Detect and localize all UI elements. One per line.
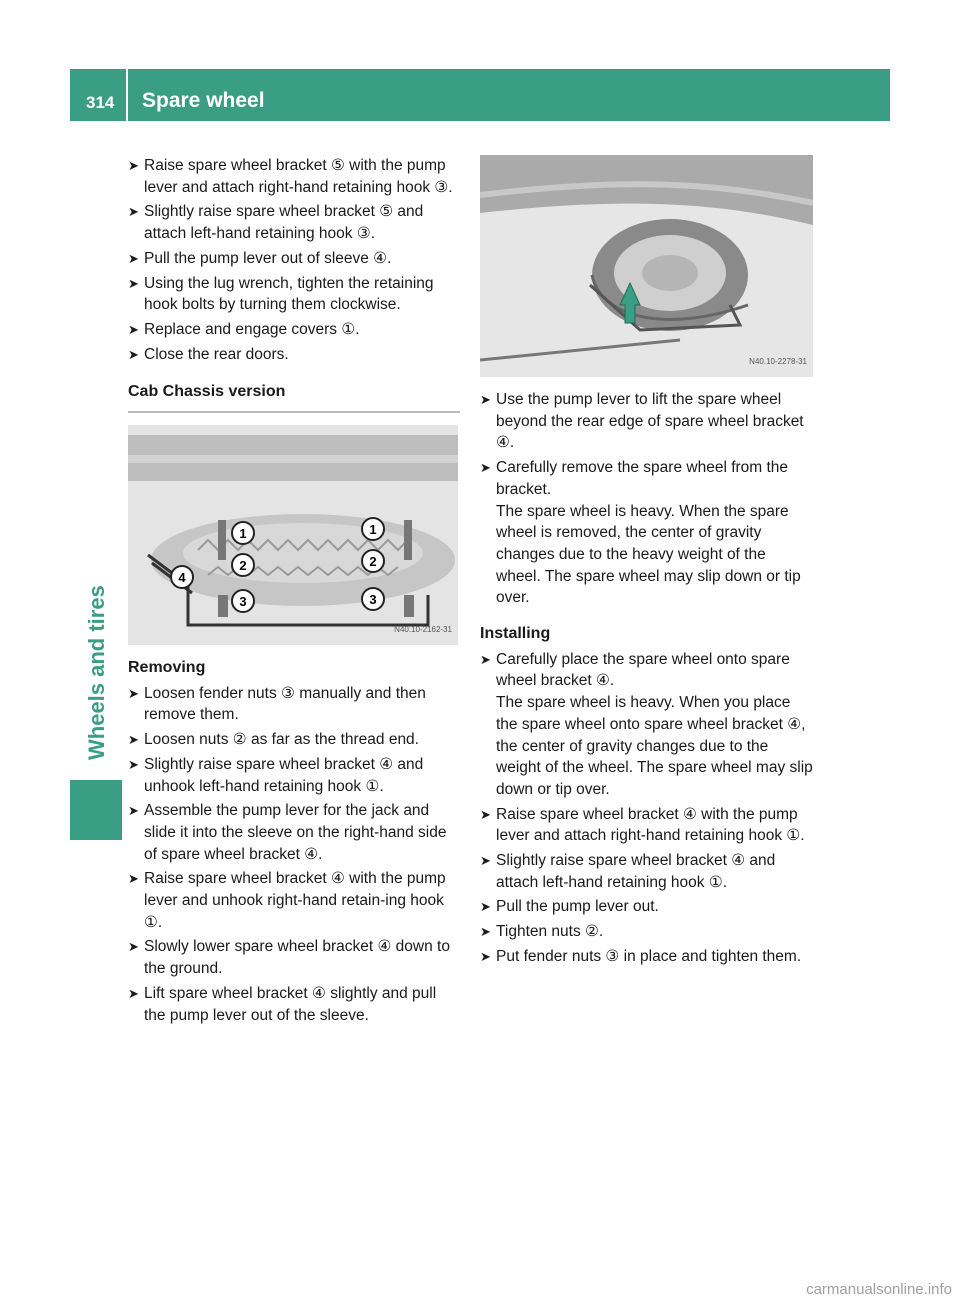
list-item	[128, 155, 460, 198]
list-item	[128, 868, 460, 933]
step-arrow-icon: ➤	[128, 250, 139, 266]
right-column	[480, 155, 813, 971]
step-text: Pull the pump lever out.	[496, 898, 659, 916]
callout-2-left: 2	[239, 558, 247, 574]
step-arrow-icon: ➤	[128, 346, 139, 362]
step-arrow-icon: ➤	[480, 899, 491, 915]
step-text: Raise spare wheel bracket ⑤ with the pump lever and attach right-hand retaining hook ③.	[144, 157, 453, 196]
installing-steps-list	[480, 649, 813, 968]
step-text: Put fender nuts ③ in place and tighten them.	[496, 947, 802, 965]
section-heading-cab-chassis: Cab Chassis version	[128, 381, 460, 413]
step-text: Close the rear doors.	[144, 345, 289, 363]
step-arrow-icon: ➤	[128, 685, 139, 701]
list-item	[480, 457, 813, 609]
list-item	[128, 729, 460, 751]
header-divider	[126, 69, 128, 121]
steps-top-list	[128, 155, 460, 365]
cab-chassis-figure	[128, 425, 458, 645]
step-text: Tighten nuts ②.	[496, 923, 604, 941]
callout-3-left: 3	[239, 594, 247, 610]
step-arrow-icon: ➤	[128, 756, 139, 772]
note-text: The spare wheel is heavy. When the spare wheel is removed, the center of gravity changes due to the heavy weight of the wheel. The spare wheel may slip down or tip over.	[496, 502, 801, 607]
figure-code: N40.10-2162-31	[394, 625, 452, 635]
spare-wheel-illustration	[480, 155, 813, 377]
step-text: Slowly lower spare wheel bracket ④ down to the ground.	[144, 938, 450, 978]
step-text: Replace and engage covers ①.	[144, 320, 360, 338]
step-text: Slightly raise spare wheel bracket ④ and attach left-hand retaining hook ①.	[496, 852, 776, 891]
list-item	[128, 683, 460, 726]
step-text: Pull the pump lever out of sleeve ④.	[144, 249, 392, 267]
step-arrow-icon: ➤	[128, 871, 139, 887]
step-arrow-icon: ➤	[128, 158, 139, 173]
list-item	[128, 273, 460, 316]
note-text: The spare wheel is heavy. When you place the spare wheel onto spare wheel bracket ④, the center of gravity changes due to the weight of the wheel. The spare wheel may slip down or tip over.	[496, 694, 813, 798]
removal-steps-list	[480, 389, 813, 609]
callout-3-right: 3	[369, 592, 377, 608]
step-arrow-icon: ➤	[128, 275, 139, 291]
step-arrow-icon: ➤	[480, 392, 491, 407]
step-arrow-icon: ➤	[128, 803, 139, 819]
side-tab-label: Wheels and tires	[84, 585, 109, 760]
page-header	[70, 69, 890, 121]
list-item	[128, 319, 460, 341]
step-arrow-icon: ➤	[480, 651, 491, 667]
list-item	[480, 850, 813, 893]
step-arrow-icon: ➤	[480, 460, 491, 476]
list-item	[128, 344, 460, 366]
removing-steps-list	[128, 683, 460, 1027]
page-title: Spare wheel	[142, 89, 265, 112]
side-tab	[70, 780, 122, 840]
list-item	[128, 800, 460, 865]
callout-1-left: 1	[239, 526, 247, 542]
list-item	[128, 201, 460, 244]
footer-watermark: carmanualsonline.info	[806, 1281, 952, 1298]
step-text: Loosen nuts ② as far as the thread end.	[144, 731, 419, 749]
spare-wheel-figure	[480, 155, 813, 377]
step-text: Carefully remove the spare wheel from the bracket.	[496, 459, 789, 498]
step-arrow-icon: ➤	[128, 204, 139, 220]
step-arrow-icon: ➤	[480, 924, 491, 940]
step-text: Assemble the pump lever for the jack and slide it into the sleeve on the right-hand side of spare wheel bracket ④.	[144, 802, 447, 863]
callout-4: 4	[178, 570, 186, 586]
list-item	[480, 896, 813, 918]
callout-1-right: 1	[369, 522, 377, 538]
step-text: Use the pump lever to lift the spare wheel beyond the rear edge of spare wheel bracket ④.	[496, 391, 804, 452]
step-text: Slightly raise spare wheel bracket ④ and unhook left-hand retaining hook ①.	[144, 755, 424, 795]
list-item	[128, 983, 460, 1026]
list-item	[480, 389, 813, 454]
cab-chassis-illustration	[128, 425, 458, 645]
figure-code: N40.10-2278-31	[749, 357, 807, 367]
step-text: Raise spare wheel bracket ④ with the pump lever and unhook right-hand retain-ing hook ①.	[144, 870, 446, 931]
step-arrow-icon: ➤	[480, 948, 491, 964]
list-item	[480, 804, 813, 847]
removing-heading: Removing	[128, 659, 206, 677]
step-arrow-icon: ➤	[480, 853, 491, 869]
step-text: Carefully place the spare wheel onto spare wheel bracket ④.	[496, 650, 790, 690]
step-arrow-icon: ➤	[128, 732, 139, 748]
step-arrow-icon: ➤	[480, 806, 491, 822]
list-item	[128, 936, 460, 979]
step-arrow-icon: ➤	[128, 939, 139, 955]
list-item	[480, 921, 813, 943]
step-text: Slightly raise spare wheel bracket ⑤ and attach left-hand retaining hook ③.	[144, 203, 424, 243]
step-text: Using the lug wrench, tighten the retaining hook bolts by turning them clockwise.	[144, 274, 434, 314]
installing-heading: Installing	[480, 625, 551, 643]
list-item	[480, 946, 813, 968]
step-text: Raise spare wheel bracket ④ with the pump lever and attach right-hand retaining hook ①.	[496, 805, 805, 845]
step-text: Loosen fender nuts ③ manually and then remove them.	[144, 684, 426, 724]
list-item	[480, 649, 813, 801]
list-item	[128, 754, 460, 797]
list-item	[128, 248, 460, 270]
step-arrow-icon: ➤	[128, 321, 139, 337]
step-arrow-icon: ➤	[128, 985, 139, 1001]
page-number: 314	[86, 93, 115, 112]
callout-2-right: 2	[369, 554, 377, 570]
step-text: Lift spare wheel bracket ④ slightly and pull the pump lever out of the sleeve.	[144, 984, 437, 1024]
left-column	[128, 155, 460, 1029]
